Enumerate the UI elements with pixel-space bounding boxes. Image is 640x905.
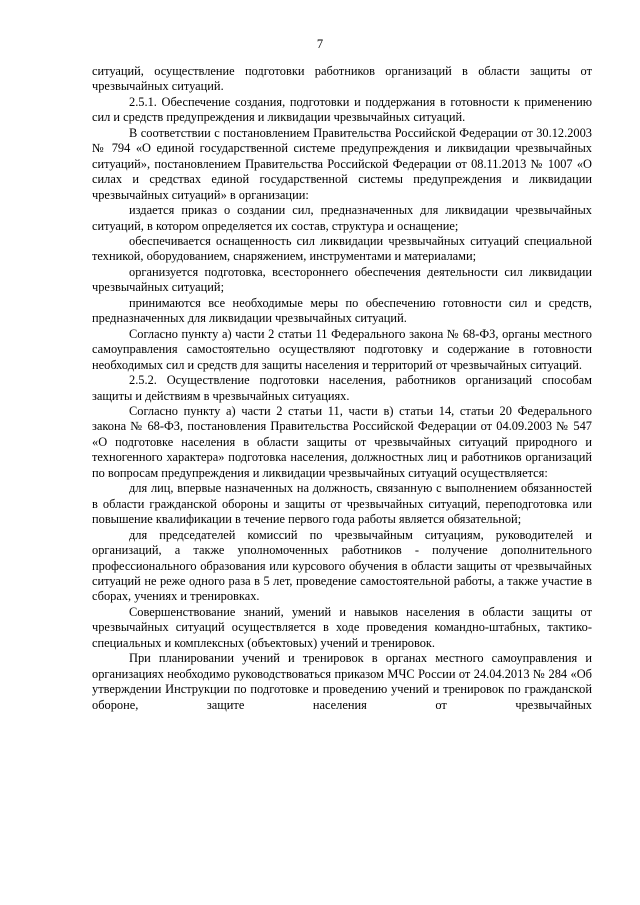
paragraph: В соответствии с постановлением Правительства Российской Федерации от 30.12.2003 № 794 «О единой государственной системе предупреждения и ликвидации чрезвычайных ситуаций», постановлением Правительства Российской Федерации от 08.11.2013 № 1007 «О силах и средствах единой государственной системы предупреждения и ликвидации чрезвычайных ситуаций» в организации: (92, 125, 592, 202)
paragraph: При планировании учений и тренировок в органах местного самоуправления и организациях необходимо руководствоваться приказом МЧС России от 24.04.2013 № 284 «Об утверждении Инструкции по подготовке и проведению учений и тренировок по гражданской обороне, защите населения от чрезвычайных (92, 651, 592, 712)
paragraph: Согласно пункту а) части 2 статьи 11 Федерального закона № 68-ФЗ, органы местного самоуправления самостоятельно осуществляют подготовку и содержание в готовности необходимых сил и средств для защиты населения и территорий от чрезвычайных ситуаций. (92, 326, 592, 372)
document-body (92, 64, 592, 713)
page-number: 7 (316, 37, 324, 51)
section-heading-2-5-1: 2.5.1. Обеспечение создания, подготовки и поддержания в готовности к применению сил и средств предупреждения и ликвидации чрезвычайных ситуаций. (92, 94, 592, 125)
paragraph: Согласно пункту а) части 2 статьи 11, части в) статьи 14, статьи 20 Федерального закона № 68-ФЗ, постановления Правительства Российской Федерации от 04.09.2003 № 547 «О подготовке населения в области защиты от чрезвычайных ситуаций природного и техногенного характера» подготовка населения, должностных лиц и работников организаций по вопросам предупреждения и ликвидации чрезвычайных ситуаций осуществляется: (92, 403, 592, 480)
list-item: для председателей комиссий по чрезвычайным ситуациям, руководителей и организаций, а также уполномоченных работников - получение дополнительного профессионального образования или курсового обучения в области защиты от чрезвычайных ситуаций не реже одного раза в 5 лет, проведение самостоятельной работы, а также участие в сборах, учениях и тренировках. (92, 527, 592, 604)
paragraph: Совершенствование знаний, умений и навыков населения в области защиты от чрезвычайных ситуаций осуществляется в ходе проведения командно-штабных, тактико-специальных и комплексных (объектовых) учений и тренировок. (92, 604, 592, 650)
list-item: обеспечивается оснащенность сил ликвидации чрезвычайных ситуаций специальной техникой, оборудованием, снаряжением, инструментами и материалами; (92, 233, 592, 264)
paragraph: ситуаций, осуществление подготовки работников организаций в области защиты от чрезвычайных ситуаций. (92, 64, 592, 94)
list-item: принимаются все необходимые меры по обеспечению готовности сил и средств, предназначенных для ликвидации чрезвычайных ситуаций. (92, 295, 592, 326)
list-item: издается приказ о создании сил, предназначенных для ликвидации чрезвычайных ситуаций, в котором определяется их состав, структура и оснащение; (92, 203, 592, 233)
list-item: организуется подготовка, всестороннего обеспечения деятельности сил ликвидации чрезвычайных ситуаций; (92, 264, 592, 295)
section-heading-2-5-2: 2.5.2. Осуществление подготовки населения, работников организаций способам защиты и действиям в чрезвычайных ситуациях. (92, 373, 592, 403)
list-item: для лиц, впервые назначенных на должность, связанную с выполнением обязанностей в области гражданской обороны и защиты от чрезвычайных ситуаций, переподготовка или повышение квалификации в течение первого года работы является обязательной; (92, 481, 592, 527)
